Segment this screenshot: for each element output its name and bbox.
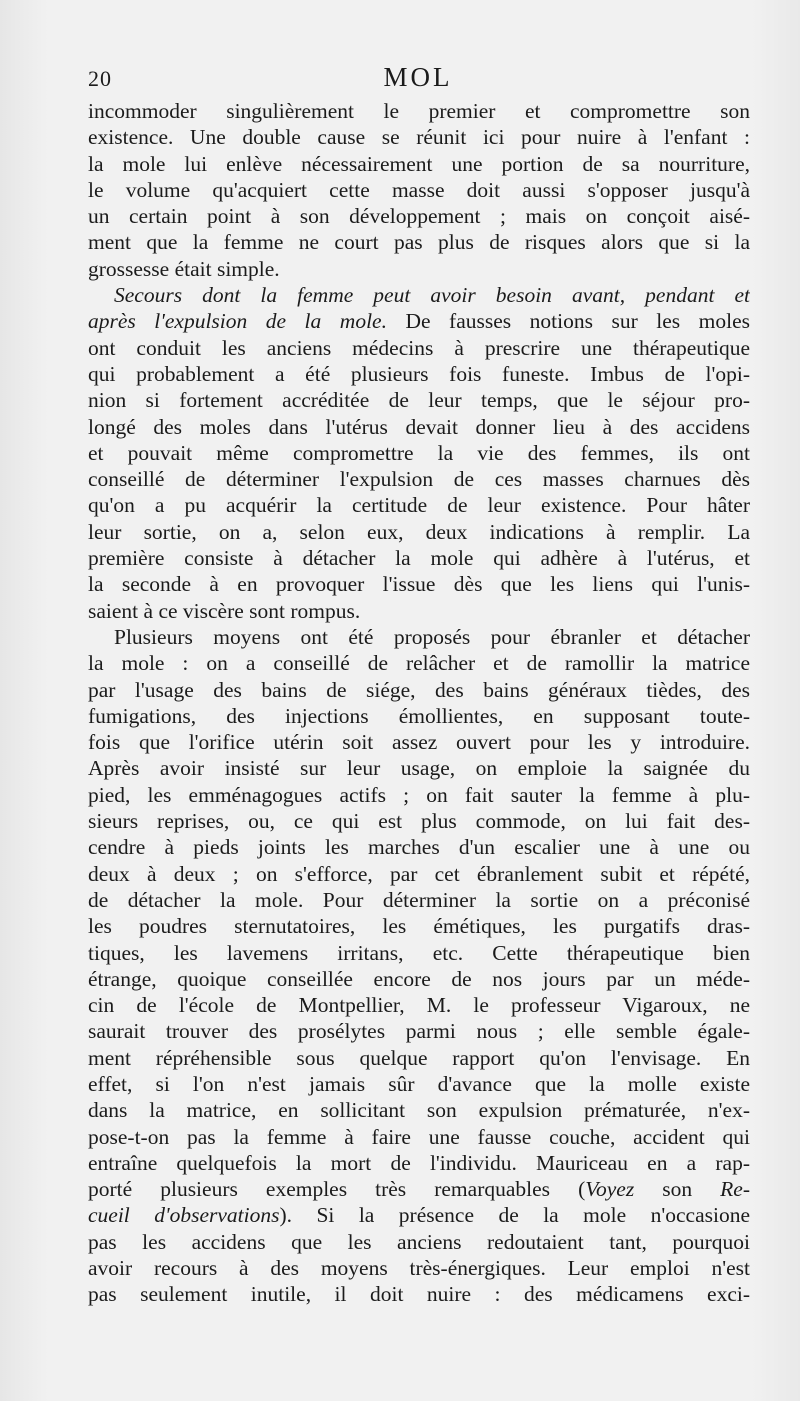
text-segment: Plusieurs moyens ont été proposés pour ébranler et détacher [114,624,750,649]
text-segment: par l'usage des bains de siége, des bains généraux tièdes, des [88,677,750,702]
text-line [88,913,750,939]
text-line [88,677,750,703]
text-line [88,755,750,781]
text-line [88,1281,750,1307]
text-line [88,571,750,597]
italic-text: Re- [720,1177,750,1202]
text-line [88,545,750,571]
text-segment: deux à deux ; on s'efforce, par cet ébranlement subit et répété, [88,861,750,886]
text-segment: fumigations, des injections émollientes, en supposant toute- [88,703,750,728]
italic-text: Secours dont la femme peut avoir besoin avant, pendant et [114,283,750,308]
text-line [88,940,750,966]
text-segment: incommoder singulièrement le premier et compromettre son [88,99,750,123]
text-segment: saurait trouver des prosélytes parmi nous ; elle semble égale- [88,1019,750,1044]
text-segment: Après avoir insisté sur leur usage, on emploie la saignée du [88,756,750,781]
text-line [88,887,750,913]
text-line [88,361,750,387]
text-line [88,1202,750,1228]
text-segment: qu'on a pu acquérir la certitude de leur existence. Pour hâter [88,493,750,518]
text-segment: son [634,1177,721,1202]
text-line [88,1045,750,1071]
text-segment: effet, si l'on n'est jamais sûr d'avance que la molle existe [88,1071,750,1096]
text-segment: ment répréhensible sous quelque rapport qu'on l'envisage. En [88,1045,750,1070]
text-line [88,414,750,440]
text-line [88,808,750,834]
text-segment: étrange, quoique conseillée encore de nos jours par un méde- [88,966,750,991]
text-segment: tiques, les lavemens irritans, etc. Cette thérapeutique bien [88,940,750,965]
page-number: 20 [88,66,112,91]
page-header [88,62,748,98]
text-segment: un certain point à son développement ; mais on conçoit aisé- [88,204,750,229]
text-line [88,703,750,729]
text-segment: dans la matrice, en sollicitant son expulsion prématurée, n'ex- [88,1098,750,1123]
text-line [88,1124,750,1150]
text-line [88,1097,750,1123]
italic-text: cueil d'observations [88,1203,280,1228]
text-segment: grossesse était simple. [88,256,280,281]
text-segment: leur sortie, on a, selon eux, deux indications à remplir. La [88,519,750,544]
text-line [88,834,750,860]
text-line [88,492,750,518]
italic-text: après l'expulsion de la mole. [88,309,387,334]
text-segment: De fausses notions sur les moles [386,309,750,334]
text-line [88,1018,750,1044]
text-line [88,335,750,361]
text-line [88,861,750,887]
text-line [88,256,750,282]
text-line [88,1071,750,1097]
text-line [88,229,750,255]
text-segment: fois que l'orifice utérin soit assez ouvert pour les y introduire. [88,730,750,755]
text-segment: et pouvait même compromettre la vie des femmes, ils ont [88,440,750,465]
text-segment: nion si fortement accréditée de leur temps, que le séjour pro- [88,388,750,413]
text-segment: ment que la femme ne court pas plus de risques alors que si la [88,230,750,255]
text-segment: cendre à pieds joints les marches d'un escalier une à une ou [88,835,750,860]
text-line [88,151,750,177]
text-segment: la mole : on a conseillé de relâcher et de ramollir la matrice [88,651,750,676]
text-segment: porté plusieurs exemples très remarquables ( [88,1177,586,1202]
text-line [88,650,750,676]
text-segment: sieurs reprises, ou, ce qui est plus commode, on lui fait des- [88,809,750,834]
text-segment: la seconde à en provoquer l'issue dès que les liens qui l'unis- [88,572,750,597]
text-line [88,624,750,650]
text-segment: ont conduit les anciens médecins à prescrire une thérapeutique [88,335,750,360]
text-segment: pied, les emménagogues actifs ; on fait sauter la femme à plu- [88,782,750,807]
text-line [88,124,750,150]
text-line [88,992,750,1018]
body-text [88,98,750,1308]
text-segment: entraîne quelquefois la mort de l'individu. Mauriceau en a rap- [88,1150,750,1175]
text-line [88,440,750,466]
text-line [88,966,750,992]
text-segment: de détacher la mole. Pour déterminer la sortie on a préconisé [88,887,750,912]
text-segment: le volume qu'acquiert cette masse doit aussi s'opposer jusqu'à [88,177,750,202]
text-segment: saient à ce viscère sont rompus. [88,598,361,623]
text-line [88,1255,750,1281]
text-line [88,282,750,308]
text-line [88,308,750,334]
text-segment: la mole lui enlève nécessairement une portion de sa nourriture, [88,151,750,176]
text-line [88,387,750,413]
italic-text: Voyez [585,1177,635,1202]
text-line [88,1150,750,1176]
text-segment: existence. Une double cause se réunit ici pour nuire à l'enfant : [88,125,750,150]
text-segment: avoir recours à des moyens très-énergiques. Leur emploi n'est [88,1256,750,1281]
text-segment: qui probablement a été plusieurs fois funeste. Imbus de l'opi- [88,361,750,386]
text-segment: pose-t-on pas la femme à faire une fausse couche, accident qui [88,1124,750,1149]
text-segment: longé des moles dans l'utérus devait donner lieu à des accidens [88,414,750,439]
text-segment: cin de l'école de Montpellier, M. le professeur Vigaroux, ne [88,993,750,1018]
text-line [88,177,750,203]
text-line [88,98,750,124]
text-segment: conseillé de déterminer l'expulsion de ces masses charnues dès [88,467,750,492]
text-line [88,598,750,624]
text-line [88,1176,750,1202]
text-line [88,1229,750,1255]
text-line [88,519,750,545]
text-line [88,782,750,808]
text-segment: pas les accidens que les anciens redoutaient tant, pourquoi [88,1229,750,1254]
text-line [88,729,750,755]
text-line [88,466,750,492]
running-head: MOL [383,62,453,92]
text-segment: les poudres sternutatoires, les émétiques, les purgatifs dras- [88,914,750,939]
text-segment: pas seulement inutile, il doit nuire : des médicamens exci- [88,1282,750,1307]
text-segment: ). Si la présence de la mole n'occasione [279,1203,750,1228]
text-line [88,203,750,229]
text-segment: première consiste à détacher la mole qui adhère à l'utérus, et [88,546,750,571]
